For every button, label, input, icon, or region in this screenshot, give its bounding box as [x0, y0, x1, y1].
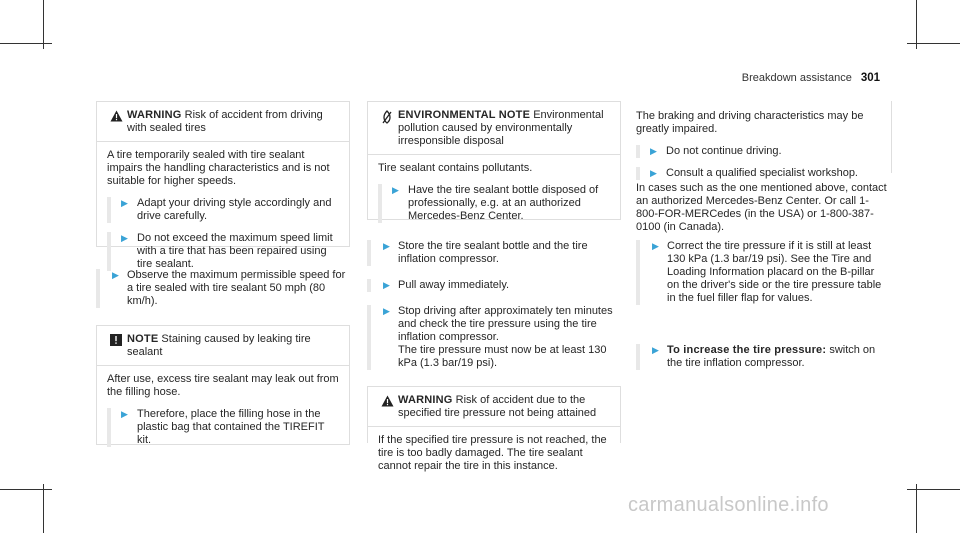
list-item: [636, 344, 888, 370]
env-note-label: ENVIRONMENTAL NOTE: [398, 109, 531, 121]
list-item: [96, 269, 348, 308]
step-bar: [107, 408, 111, 447]
crop-mark-tl-h: [0, 43, 52, 44]
step-arrow-icon: ▶: [652, 345, 659, 355]
list-item: [367, 305, 619, 370]
environmental-note-box: [367, 101, 621, 220]
note-box-staining: [96, 325, 350, 445]
warning-label: WARNING: [127, 109, 182, 121]
step-bar: [367, 279, 371, 292]
note-label: NOTE: [127, 333, 159, 345]
box-right-border: [891, 101, 892, 173]
step-arrow-icon: ▶: [383, 241, 390, 251]
step-bar: [107, 197, 111, 223]
list-item: [636, 167, 882, 180]
step-arrow-icon: ▶: [652, 241, 659, 251]
step-arrow-icon: ▶: [121, 409, 128, 419]
list-item: [636, 240, 888, 305]
env-note-heading: [398, 109, 612, 148]
note-heading: [127, 333, 341, 359]
step-arrow-icon: ▶: [650, 168, 657, 178]
box-left-border: [620, 101, 621, 173]
step-arrow-icon: ▶: [650, 146, 657, 156]
list-item: [367, 240, 619, 266]
step-text: Have the tire sealant bottle disposed of professionally, e.g. at an authorized Mercedes-Benz Center.: [408, 184, 599, 222]
step-arrow-icon: ▶: [112, 270, 119, 280]
step-bar: [367, 305, 371, 370]
step-bar: [636, 145, 640, 158]
warning-body: A tire temporarily sealed with tire sealant impairs the handling characteristics and is not suitable for higher speeds.: [107, 149, 330, 187]
step-text: [667, 344, 888, 370]
step-text: Do not exceed the maximum speed limit with a tire that has been repaired using tire sealant.: [137, 232, 333, 270]
continued-warning: [636, 110, 882, 180]
list-item: [107, 408, 341, 447]
step-bar: [96, 269, 100, 308]
step-text: Stop driving after approximately ten minutes and check the tire pressure using the tire inflation compressor. The tire pressure must now be at least 130 kPa (1.3 bar/19 psi).: [398, 305, 613, 369]
warning-triangle-icon: [105, 109, 127, 122]
warning-label: WARNING: [398, 394, 453, 406]
step-text: Pull away immediately.: [398, 279, 510, 291]
note-body: After use, excess tire sealant may leak out from the filling hose.: [107, 373, 339, 398]
step-text: Therefore, place the filling hose in the plastic bag that contained the TIREFIT kit.: [137, 408, 325, 446]
note-title: Staining caused by leaking tire sealant: [127, 333, 311, 358]
continued-body: The braking and driving characteristics may be greatly impaired.: [636, 110, 864, 135]
warning-box-pressure: [367, 386, 621, 472]
step-rest: switch on the tire inflation compressor.: [667, 344, 876, 369]
environment-icon: [376, 109, 398, 124]
crop-mark-bl-v: [43, 484, 44, 533]
step-text: Do not continue driving.: [666, 145, 782, 157]
step-bar: [367, 240, 371, 266]
step-text: Consult a qualified specialist workshop.: [666, 167, 858, 179]
warning-title: Risk of accident from driving with sealed tires: [127, 109, 323, 134]
list-item: [378, 184, 612, 223]
contact-paragraph: In cases such as the one mentioned above, contact an authorized Mercedes-Benz Center. Or call 1-800-FOR-MERCedes (in the USA) or 1-800-387-0100 (in Canada).: [636, 182, 887, 233]
watermark: carmanualsonline.info: [628, 494, 829, 516]
step-arrow-icon: ▶: [383, 280, 390, 290]
step-bar: [107, 232, 111, 271]
warning-body: If the specified tire pressure is not reached, the tire is too badly damaged. The tire sealant cannot repair the tire in this instance.: [378, 434, 607, 472]
crop-mark-tl-v: [43, 0, 44, 49]
step-bar: [378, 184, 382, 223]
step-arrow-icon: ▶: [392, 185, 399, 195]
crop-mark-bl-h: [0, 489, 52, 490]
page-number: 301: [860, 72, 880, 84]
crop-mark-br-v: [916, 484, 917, 533]
step-arrow-icon: ▶: [121, 198, 128, 208]
section-title: Breakdown assistance: [741, 72, 852, 84]
list-item: [367, 279, 619, 292]
box-left-border: [620, 386, 621, 442]
step-text: Observe the maximum permissible speed for a tire sealed with tire sealant 50 mph (80 km/h).: [127, 269, 346, 307]
step-text: Adapt your driving style accordingly and drive carefully.: [137, 197, 332, 222]
step-bold-lead: To increase the tire pressure:: [667, 344, 827, 356]
step-arrow-icon: ▶: [121, 233, 128, 243]
warning-title: Risk of accident due to the specified tire pressure not being attained: [398, 394, 597, 419]
step-arrow-icon: ▶: [383, 306, 390, 316]
page-header: [742, 72, 880, 85]
list-item: [107, 232, 341, 271]
crop-mark-br-h: [907, 489, 960, 490]
exclamation-icon: [105, 333, 127, 346]
env-note-body: Tire sealant contains pollutants.: [378, 162, 533, 174]
step-bar: [636, 167, 640, 180]
list-item: [107, 197, 341, 223]
warning-box-sealed-tires: [96, 101, 350, 270]
crop-mark-tr-h: [907, 43, 960, 44]
step-bar: [636, 344, 640, 370]
step-bar: [636, 240, 640, 305]
crop-mark-tr-v: [916, 0, 917, 49]
list-item: [636, 145, 882, 158]
warning-heading: [398, 394, 612, 420]
env-note-title: Environmental pollution caused by environmentally irresponsible disposal: [398, 109, 604, 147]
step-text: Store the tire sealant bottle and the tire inflation compressor.: [398, 240, 588, 265]
warning-heading: [127, 109, 341, 135]
warning-triangle-icon: [376, 394, 398, 407]
step-text: Correct the tire pressure if it is still at least 130 kPa (1.3 bar/19 psi). See the Tire and Loading Information placard on the B-pillar on the driver's side or the tire pressure table in the fuel filler flap for values.: [667, 240, 882, 304]
